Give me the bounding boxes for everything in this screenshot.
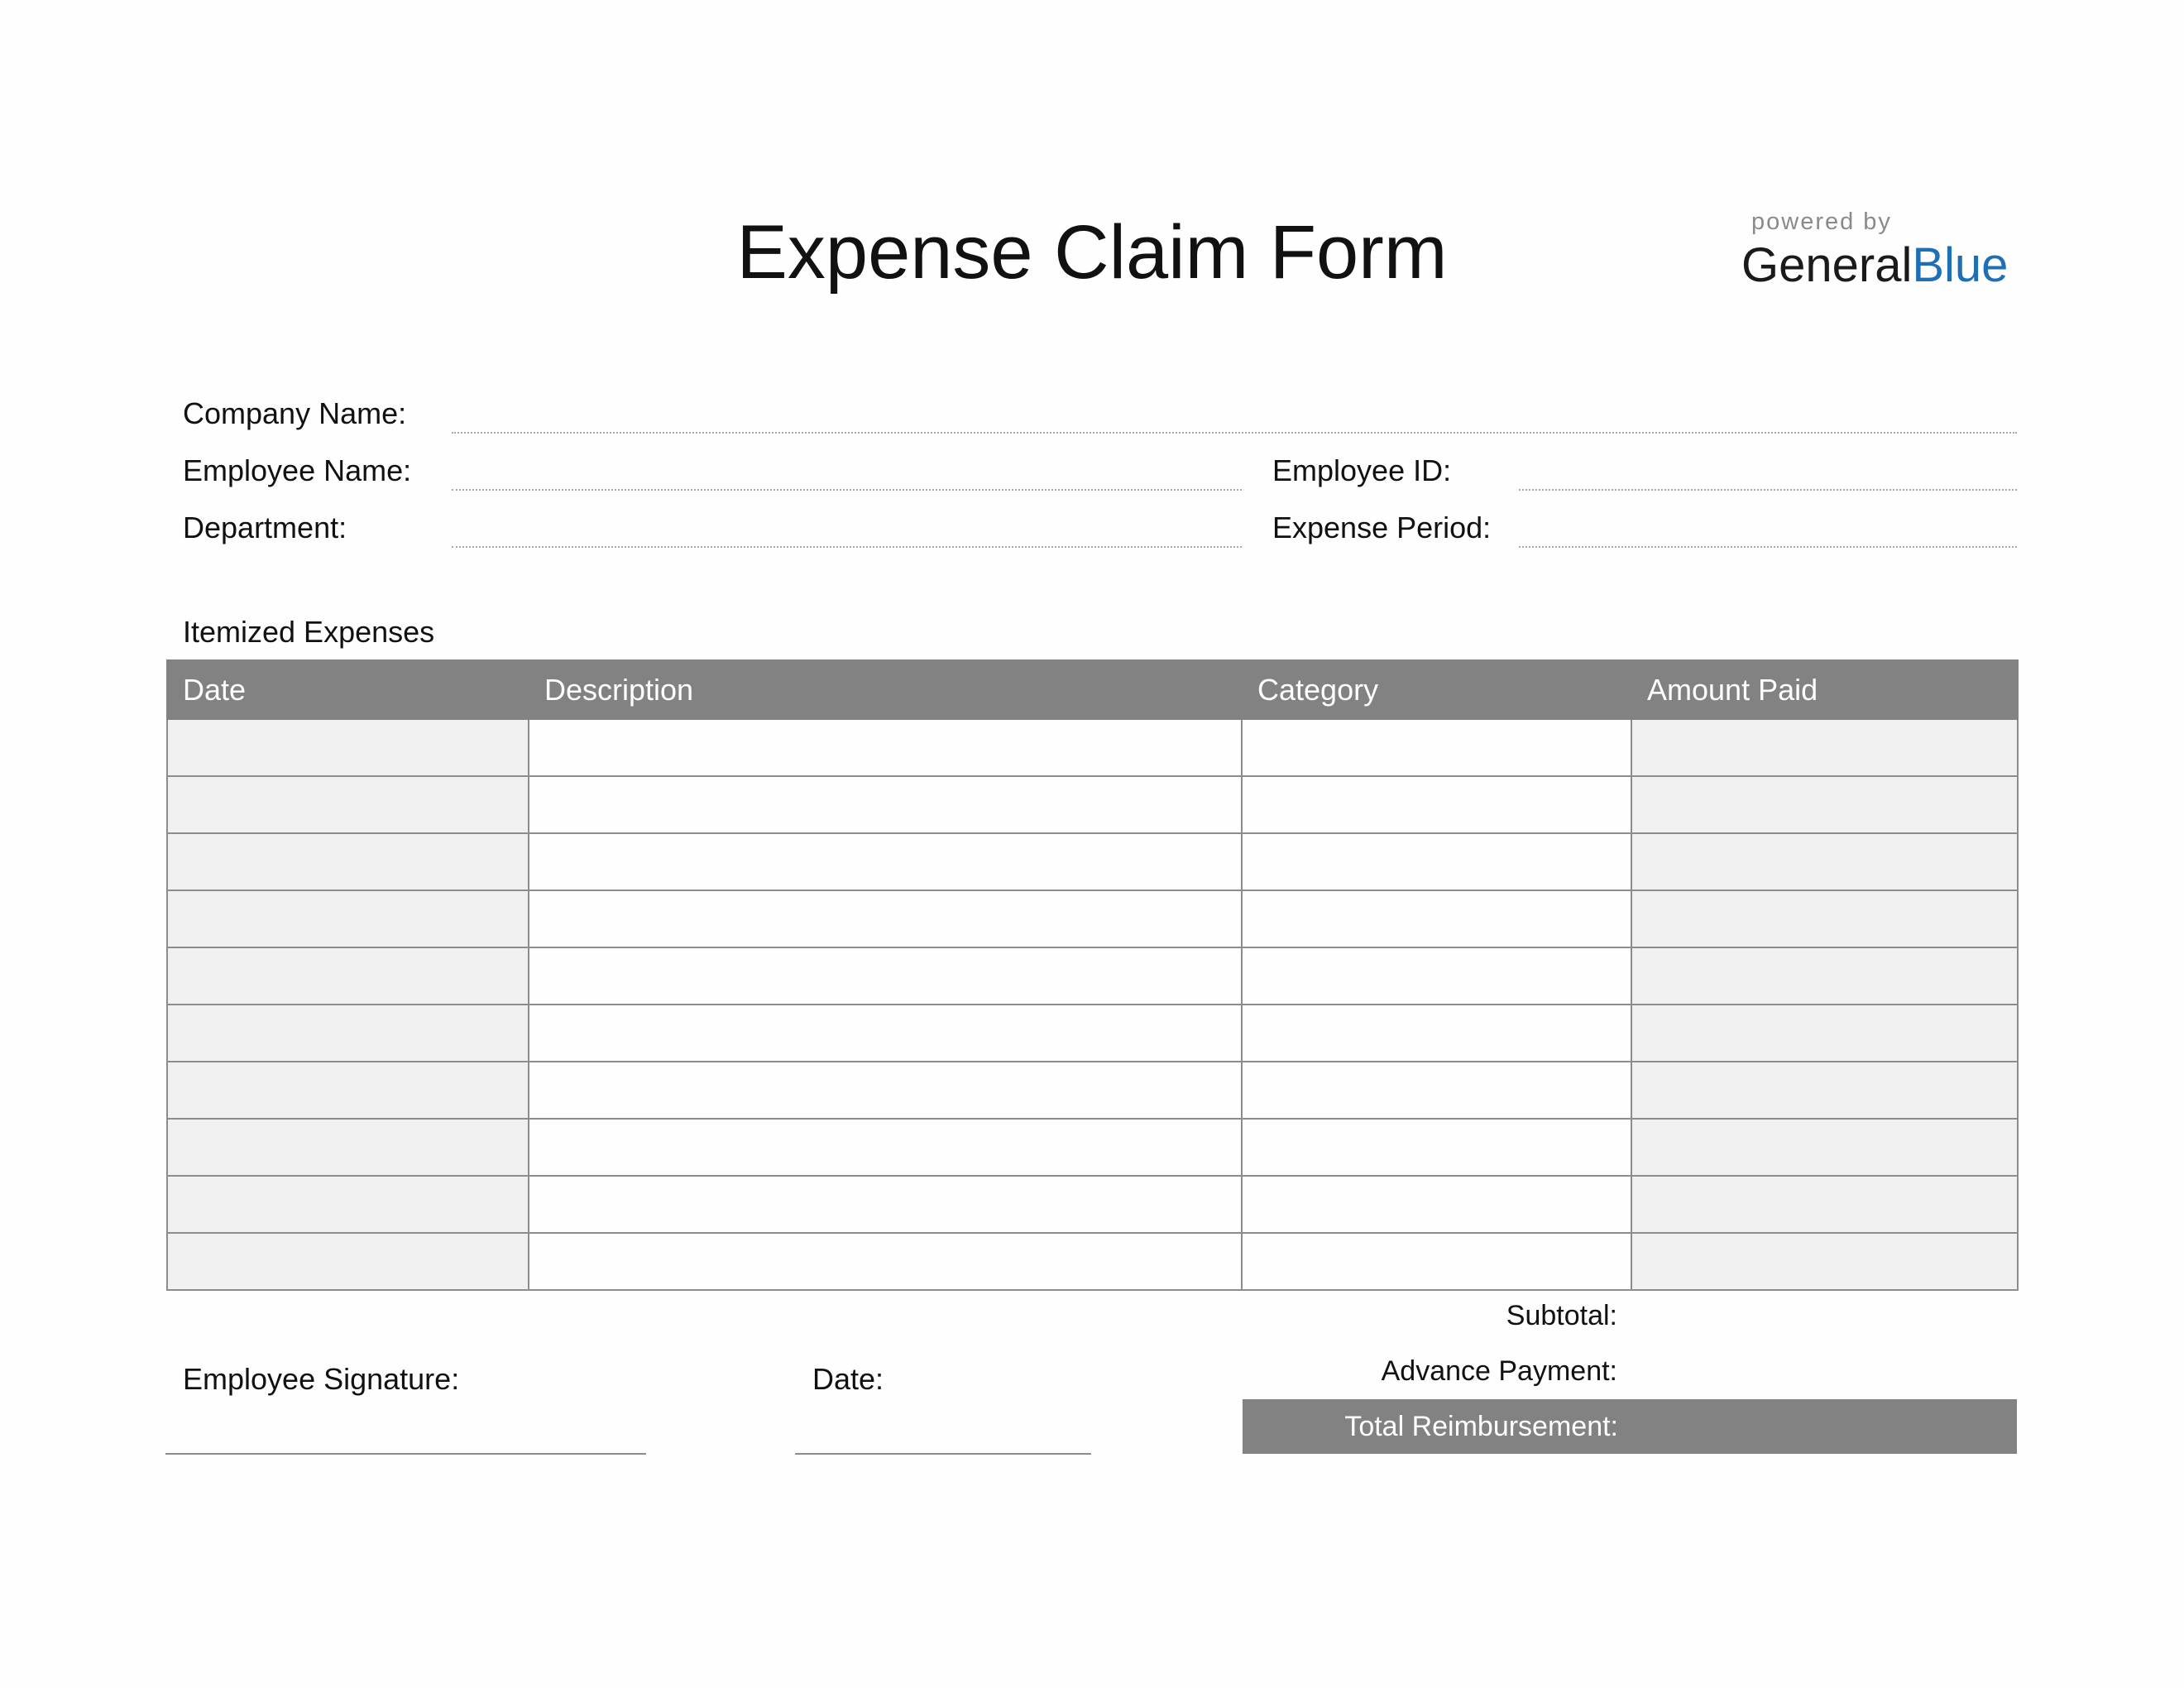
date-cell[interactable] — [167, 833, 529, 890]
powered-by-text: powered by — [1751, 209, 1892, 235]
date-cell[interactable] — [167, 719, 529, 776]
total-reimbursement-label: Total Reimbursement: — [1344, 1411, 1618, 1442]
table-header-row — [167, 660, 2018, 719]
date-cell[interactable] — [167, 947, 529, 1005]
expenses-table — [166, 659, 2019, 1291]
date-cell[interactable] — [167, 890, 529, 947]
date-cell[interactable] — [167, 1176, 529, 1233]
table-row — [167, 1233, 2018, 1290]
advance-payment-label: Advance Payment: — [1381, 1355, 1617, 1387]
amount-cell[interactable] — [1631, 947, 2018, 1005]
category-cell[interactable] — [1242, 1119, 1631, 1176]
description-cell[interactable] — [529, 1062, 1242, 1119]
amount-cell[interactable] — [1631, 719, 2018, 776]
employee-signature-line[interactable] — [165, 1453, 646, 1455]
table-row — [167, 1176, 2018, 1233]
date-cell[interactable] — [167, 1062, 529, 1119]
description-cell[interactable] — [529, 1005, 1242, 1062]
description-cell[interactable] — [529, 890, 1242, 947]
amount-cell[interactable] — [1631, 1005, 2018, 1062]
amount-cell[interactable] — [1631, 1176, 2018, 1233]
signature-date-label: Date: — [812, 1362, 884, 1396]
description-cell[interactable] — [529, 1233, 1242, 1290]
amount-cell[interactable] — [1631, 776, 2018, 833]
category-cell[interactable] — [1242, 1005, 1631, 1062]
category-cell[interactable] — [1242, 719, 1631, 776]
amount-cell[interactable] — [1631, 833, 2018, 890]
department-field[interactable] — [452, 546, 1242, 548]
date-cell[interactable] — [167, 1233, 529, 1290]
category-cell[interactable] — [1242, 1176, 1631, 1233]
category-cell[interactable] — [1242, 1233, 1631, 1290]
subtotal-label: Subtotal: — [1506, 1300, 1617, 1331]
amount-cell[interactable] — [1631, 1119, 2018, 1176]
form-title: Expense Claim Form — [736, 210, 1448, 295]
table-row — [167, 947, 2018, 1005]
table-row — [167, 776, 2018, 833]
expense-period-label: Expense Period: — [1272, 511, 1492, 544]
table-row — [167, 833, 2018, 890]
department-label: Department: — [183, 511, 347, 544]
signature-date-line[interactable] — [795, 1453, 1091, 1455]
column-header-date: Date — [167, 660, 529, 719]
description-cell[interactable] — [529, 1176, 1242, 1233]
generalblue-logo — [1741, 237, 2008, 295]
company-name-label: Company Name: — [183, 396, 407, 430]
amount-cell[interactable] — [1631, 890, 2018, 947]
date-cell[interactable] — [167, 1005, 529, 1062]
column-header-amount-paid: Amount Paid — [1631, 660, 2018, 719]
date-cell[interactable] — [167, 1119, 529, 1176]
table-row — [167, 1062, 2018, 1119]
employee-name-label: Employee Name: — [183, 453, 412, 487]
employee-id-label: Employee ID: — [1272, 453, 1452, 487]
column-header-category: Category — [1242, 660, 1631, 719]
employee-id-field[interactable] — [1519, 489, 2017, 491]
description-cell[interactable] — [529, 1119, 1242, 1176]
brand-blue-text: Blue — [1912, 238, 2009, 292]
total-reimbursement-bar — [1243, 1399, 2017, 1454]
table-row — [167, 1005, 2018, 1062]
description-cell[interactable] — [529, 833, 1242, 890]
employee-signature-label: Employee Signature: — [183, 1362, 460, 1396]
expense-period-field[interactable] — [1519, 546, 2017, 548]
table-row — [167, 1119, 2018, 1176]
category-cell[interactable] — [1242, 776, 1631, 833]
company-name-field[interactable] — [452, 432, 2017, 434]
date-cell[interactable] — [167, 776, 529, 833]
category-cell[interactable] — [1242, 947, 1631, 1005]
description-cell[interactable] — [529, 719, 1242, 776]
table-row — [167, 719, 2018, 776]
amount-cell[interactable] — [1631, 1233, 2018, 1290]
table-row — [167, 890, 2018, 947]
employee-name-field[interactable] — [452, 489, 1242, 491]
brand-general-text: General — [1741, 238, 1913, 292]
itemized-expenses-heading: Itemized Expenses — [183, 615, 435, 649]
column-header-description: Description — [529, 660, 1242, 719]
category-cell[interactable] — [1242, 833, 1631, 890]
description-cell[interactable] — [529, 776, 1242, 833]
category-cell[interactable] — [1242, 890, 1631, 947]
amount-cell[interactable] — [1631, 1062, 2018, 1119]
description-cell[interactable] — [529, 947, 1242, 1005]
category-cell[interactable] — [1242, 1062, 1631, 1119]
